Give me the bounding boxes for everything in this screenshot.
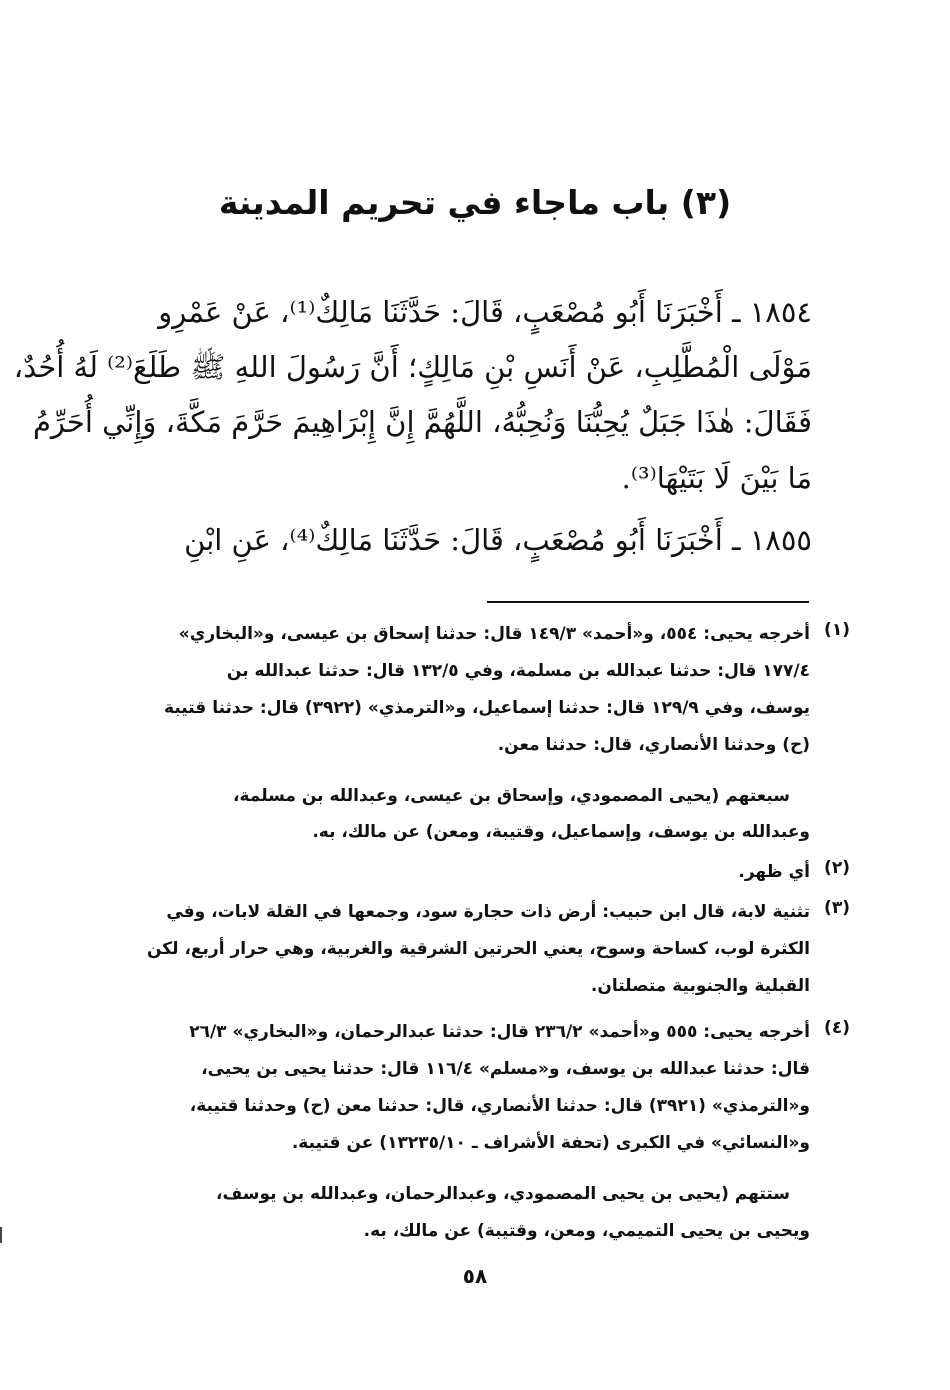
footnote-line: الكثرة لوب، كساحة وسوح، يعني الحرتين الشرقية والغربية، وهي حرار أربع، لكن: [146, 939, 810, 959]
footnote-line: سبعتهم (يحيى المصمودي، وإسحاق بن عيسى، وعبدالله بن مسلمة،: [233, 786, 790, 806]
main-text-line: ١٨٥٤ ـ أَخْبَرَنَا أَبُو مُصْعَبٍ، قَالَ: حَدَّثَنَا مَالِكٌ⁽¹⁾، عَنْ عَمْرِو: [158, 295, 812, 329]
footnote-line: ويحيى بن يحيى التميمي، ومعن، وقتيبة) عن مالك، به.: [363, 1221, 810, 1241]
footnote-line: و«النسائي» في الكبرى (تحفة الأشراف ـ ١٣٢٣٥/١٠) عن قتيبة.: [291, 1133, 810, 1153]
footnote-line: (ح) وحدثنا الأنصاري، قال: حدثنا معن.: [497, 735, 810, 755]
scan-edge-mark: [0, 1227, 2, 1243]
footnote-number: (٤): [824, 1018, 850, 1038]
footnote-number: (٣): [824, 898, 850, 918]
chapter-title: (٣) باب ماجاء في تحريم المدينة: [218, 183, 732, 222]
footnote-line: أخرجه يحيى: ٥٥٥ و«أحمد» ٢٣٦/٢ قال: حدثنا عبدالرحمان، و«البخاري» ٢٦/٣: [189, 1022, 810, 1042]
footnote-line: وعبدالله بن يوسف، وإسماعيل، وقتيبة، ومعن) عن مالك، به.: [312, 822, 810, 842]
footnote-line: ١٧٧/٤ قال: حدثنا عبدالله بن مسلمة، وفي ١٣٢/٥ قال: حدثنا عبدالله بن: [226, 661, 810, 681]
page-number: ٥٨: [462, 1264, 488, 1288]
footnote-line: و«الترمذي» (٣٩٢١) قال: حدثنا الأنصاري، قال: حدثنا معن (ح) وحدثنا قتيبة،: [189, 1096, 810, 1116]
main-text-line: مَوْلَى الْمُطَّلِبِ، عَنْ أَنَسِ بْنِ مَالِكٍ؛ أَنَّ رَسُولَ اللهِ ﷺ طَلَعَ⁽²⁾ لَهُ أُحُدٌ،: [13, 350, 812, 384]
footnote-number: (١): [824, 620, 850, 640]
footnote-number: (٢): [824, 858, 850, 878]
footnote-line: ستتهم (يحيى بن يحيى المصمودي، وعبدالرحمان، وعبدالله بن يوسف،: [216, 1184, 790, 1204]
footnote-line: القبلية والجنوبية متصلتان.: [590, 976, 810, 996]
main-text-line: مَا بَيْنَ لَا بَتَيْهَا⁽³⁾.: [621, 461, 812, 495]
footnote-line: يوسف، وفي ١٢٩/٩ قال: حدثنا إسماعيل، و«الترمذي» (٣٩٢٢) قال: حدثنا قتيبة: [164, 698, 810, 718]
footnote-line: أخرجه يحيى: ٥٥٤، و«أحمد» ١٤٩/٣ قال: حدثنا إسحاق بن عيسى، و«البخاري»: [178, 624, 810, 644]
footnote-line: تثنية لابة، قال ابن حبيب: أرض ذات حجارة سود، وجمعها في القلة لابات، وفي: [166, 902, 810, 922]
main-text-line: فَقَالَ: هٰذَا جَبَلٌ يُحِبُّنَا وَنُحِبُّهُ، اللَّهُمَّ إِنَّ إِبْرَاهِيمَ حَرَّمَ مَكَّةَ، وَإِنِّي أُحَرِّمُ: [32, 405, 812, 439]
main-text-line: ١٨٥٥ ـ أَخْبَرَنَا أَبُو مُصْعَبٍ، قَالَ: حَدَّثَنَا مَالِكٌ⁽⁴⁾، عَنِ ابْنِ: [184, 523, 812, 557]
footnote-line: أي ظهر.: [738, 862, 810, 882]
footnote-separator: [487, 601, 809, 603]
footnote-line: قال: حدثنا عبدالله بن يوسف، و«مسلم» ١١٦/٤ قال: حدثنا يحيى بن يحيى،: [201, 1059, 810, 1079]
